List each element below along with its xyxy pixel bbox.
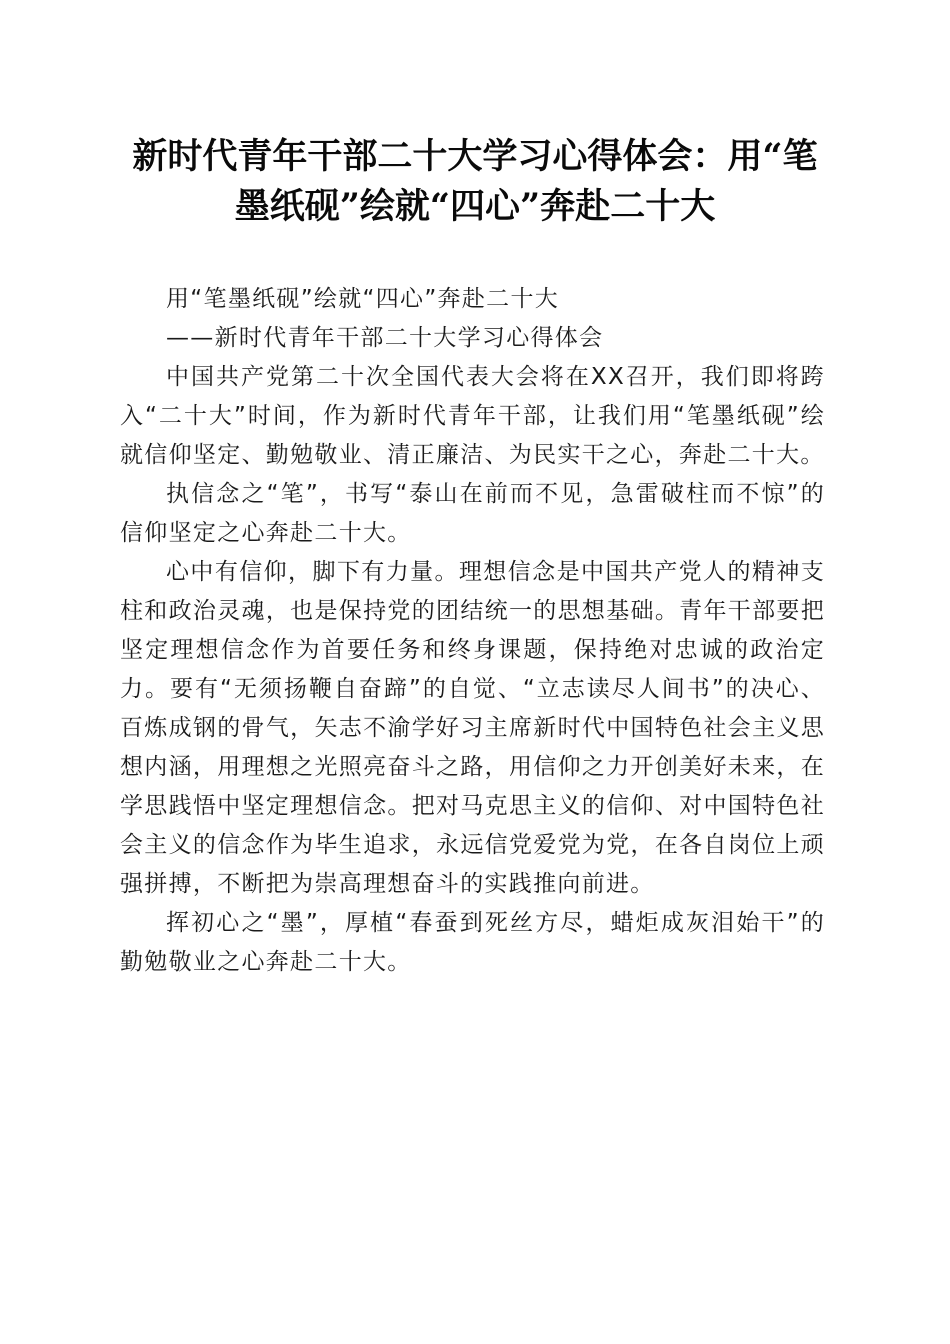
document-body [120,280,825,982]
paragraph: 心中有信仰，脚下有力量。理想信念是中国共产党人的精神支柱和政治灵魂，也是保持党的团结统一的思想基础。青年干部要把坚定理想信念作为首要任务和终身课题，保持绝对忠诚的政治定力。要有“无须扬鞭自奋蹄”的自觉、“立志读尽人间书”的决心、百炼成钢的骨气，矢志不渝学好习主席新时代中国特色社会主义思想内涵，用理想之光照亮奋斗之路，用信仰之力开创美好未来，在学思践悟中坚定理想信念。把对马克思主义的信仰、对中国特色社会主义的信念作为毕生追求，永远信党爱党为党，在各自岗位上顽强拼搏，不断把为崇高理想奋斗的实践推向前进。 [120,559,825,897]
title-line: 新时代青年干部二十大学习心得体会：用“笔 [132,136,818,177]
subtitle-dash: ——新时代青年干部二十大学习心得体会 [166,325,604,351]
section-heading: 执信念之“笔”，书写“泰山在前而不见，急雷破柱而不惊”的信仰坚定之心奔赴二十大。 [120,481,825,546]
section-heading: 挥初心之“墨”，厚植“春蚕到死丝方尽，蜡炬成灰泪始干”的勤勉敬业之心奔赴二十大。 [120,910,825,975]
paragraph: 中国共产党第二十次全国代表大会将在XX召开，我们即将跨入“二十大”时间，作为新时代青年干部，让我们用“笔墨纸砚”绘就信仰坚定、勤勉敬业、清正廉洁、为民实干之心，奔赴二十大。 [120,364,825,468]
document-title [110,132,840,232]
title-line: 墨纸砚”绘就“四心”奔赴二十大 [234,186,716,227]
subtitle: 用“笔墨纸砚”绘就“四心”奔赴二十大 [166,286,560,312]
